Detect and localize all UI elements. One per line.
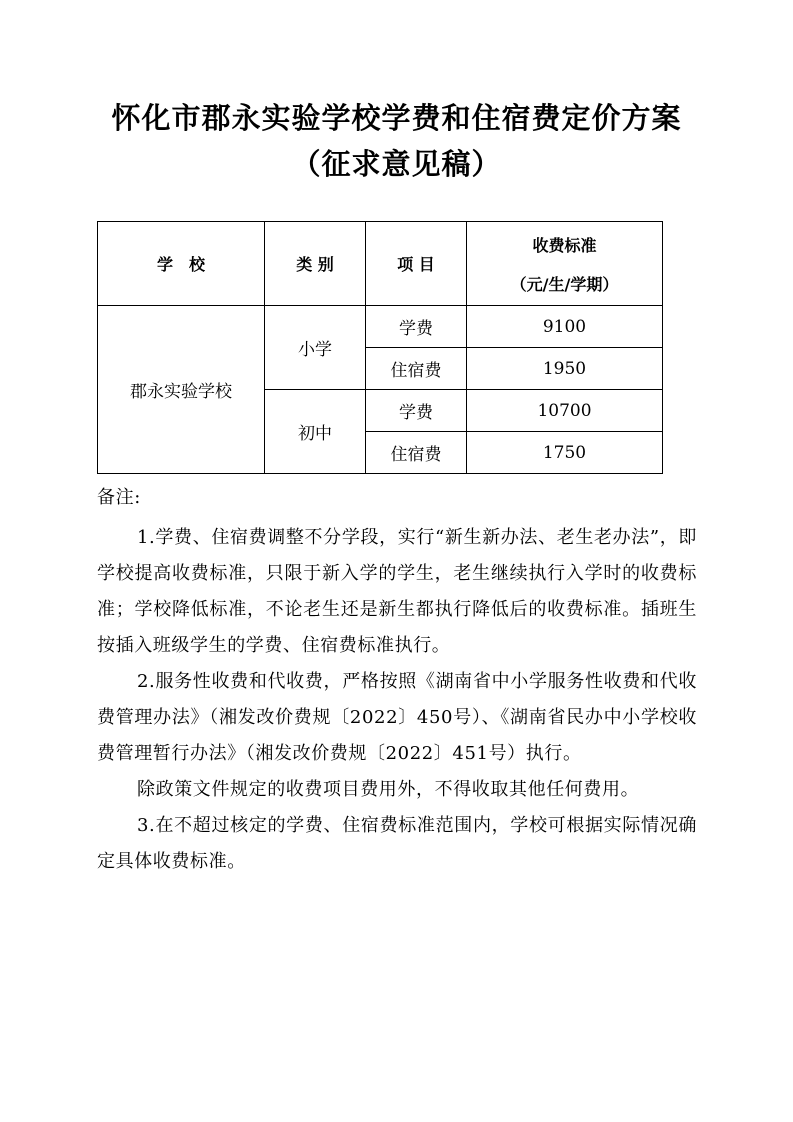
- document-title: 怀化市郡永实验学校学费和住宿费定价方案: [111, 101, 682, 135]
- table-row: [98, 306, 663, 348]
- fee-cell: 10700: [467, 390, 663, 432]
- category-cell-junior: 初中: [265, 390, 366, 474]
- note-paragraph-1: 1.学费、住宿费调整不分学段，实行“新生新办法、老生老办法”，即学校提高收费标准，只限于新入学的学生，老生继续执行入学时的收费标准；学校降低标准，不论老生还是新生都执行降低后的收费标准。插班生按插入班级学生的学费、住宿费标准执行。: [97, 527, 697, 656]
- fee-cell: 9100: [467, 306, 663, 348]
- category-cell-primary: 小学: [265, 306, 366, 390]
- header-school: 学 校: [98, 222, 265, 306]
- header-standard-line1: 收费标准: [532, 235, 597, 255]
- notes-section: [97, 480, 697, 880]
- fee-cell: 1750: [467, 432, 663, 474]
- item-cell: 学费: [366, 306, 467, 348]
- item-cell: 学费: [366, 390, 467, 432]
- note-paragraph-2: 2.服务性收费和代收费，严格按照《湖南省中小学服务性收费和代收费管理办法》（湘发改价费规〔2022〕450号）、《湖南省民办中小学校收费管理暂行办法》（湘发改价费规〔2022〕451号）执行。: [97, 671, 697, 764]
- item-cell: 住宿费: [366, 348, 467, 390]
- fee-table: [97, 221, 663, 474]
- note-paragraph-2b: 除政策文件规定的收费项目费用外，不得收取其他任何费用。: [137, 779, 640, 800]
- document-subtitle: （征求意见稿）: [291, 147, 502, 181]
- header-standard: [467, 222, 663, 306]
- header-category: 类 别: [265, 222, 366, 306]
- fee-cell: 1950: [467, 348, 663, 390]
- item-cell: 住宿费: [366, 432, 467, 474]
- table-header-row: [98, 222, 663, 306]
- header-standard-line2: （元/生/学期）: [510, 274, 619, 294]
- header-item: 项 目: [366, 222, 467, 306]
- school-name-cell: 郡永实验学校: [98, 306, 265, 474]
- notes-label: 备注:: [97, 487, 141, 508]
- note-paragraph-3: 3.在不超过核定的学费、住宿费标准范围内，学校可根据实际情况确定具体收费标准。: [97, 815, 697, 872]
